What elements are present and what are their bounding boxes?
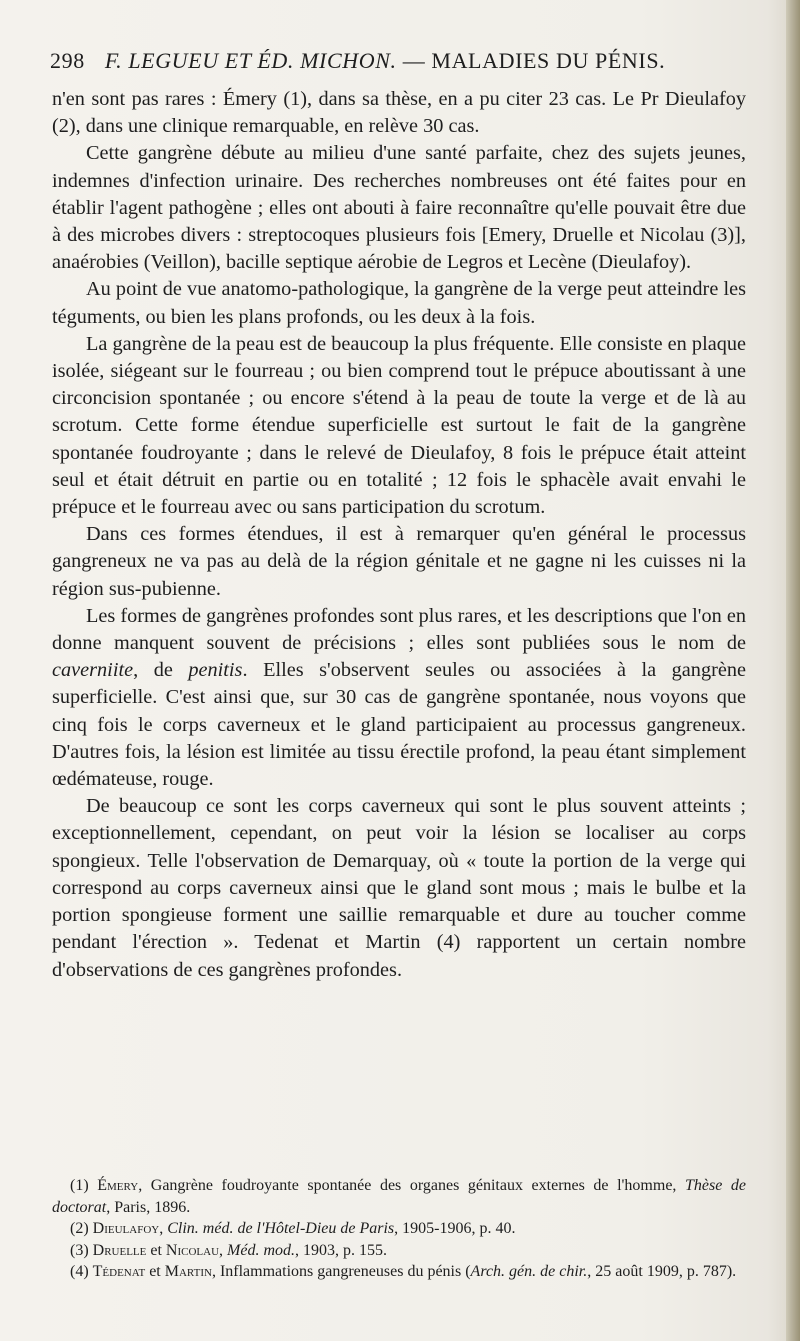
text-run: . Elles s'observent seules ou associées à la gangrène superficielle. C'est ainsi que, sur 30 cas de gangrène spontanée, nous voyons que cinq fois le corps caverneux et le gland participaient au processus gangreneux. D'autres fois, la lésion est limitée au tissu érectile profond, la peau étant simplement œdémateuse, rouge. bbox=[52, 659, 746, 791]
paragraph bbox=[52, 521, 746, 603]
italic-title: Thèse de doctorat bbox=[52, 1177, 747, 1216]
paragraph bbox=[52, 86, 746, 140]
footnote bbox=[52, 1218, 746, 1240]
text-run: , bbox=[219, 1241, 228, 1259]
text-run: , Paris, 1896. bbox=[106, 1198, 191, 1216]
text-run: , de bbox=[133, 659, 189, 682]
text-run: Au point de vue anatomo-pathologique, la gangrène de la verge peut atteindre les téguments, ou bien les plans profonds, ou les deux à la fois. bbox=[52, 278, 746, 328]
text-run: , Gangrène foudroyante spontanée des organes génitaux externes de l'homme, bbox=[138, 1177, 685, 1194]
text-run: (4) bbox=[70, 1263, 93, 1280]
header-separator: — bbox=[402, 48, 426, 73]
author-name: Émery bbox=[97, 1177, 139, 1194]
main-text bbox=[52, 86, 746, 984]
page-edge bbox=[786, 0, 800, 1341]
text-run: La gangrène de la peau est de beaucoup la plus fréquente. Elle consiste en plaque isolée, siégeant sur le fourreau ; ou bien comprend tout le prépuce aboutissant à une circoncision spontanée ; ou encore s'étend à la peau de toute la verge et de là au scrotum. Cette forme étendue superficielle est surtout le fait de la gangrène spontanée foudroyante ; dans le relevé de Dieulafoy, 8 fois le prépuce était atteint seul et était détruit en partie ou en totalité ; 12 fois le sphacèle avait envahi le prépuce et le fourreau avec ou sans participation du scrotum. bbox=[52, 332, 746, 519]
text-run: , 25 août 1909, p. 787). bbox=[587, 1263, 737, 1280]
author-name: Martin bbox=[164, 1263, 212, 1280]
text-run: (2) bbox=[70, 1220, 93, 1237]
footnote bbox=[52, 1261, 746, 1283]
text-run: et bbox=[145, 1263, 165, 1280]
author-name: Dieulafoy bbox=[92, 1220, 160, 1237]
text-run: (1) bbox=[70, 1177, 98, 1194]
author-name: Nicolau bbox=[165, 1241, 220, 1259]
text-run: , 1903, p. 155. bbox=[295, 1241, 388, 1259]
paragraph bbox=[52, 276, 746, 330]
paragraph bbox=[52, 603, 746, 793]
header-authors: F. LEGUEU ET ÉD. MICHON. bbox=[104, 48, 397, 73]
italic-title: Clin. méd. de l'Hôtel-Dieu de Paris bbox=[167, 1220, 395, 1237]
text-run: (3) bbox=[70, 1241, 93, 1259]
paragraph bbox=[52, 140, 746, 276]
text-run: Les formes de gangrènes profondes sont plus rares, et les descriptions que l'on en donne manquent souvent de précisions ; elles sont publiées sous le nom de bbox=[52, 604, 746, 655]
text-run: , Inflammations gangreneuses du pénis ( bbox=[211, 1263, 471, 1280]
footnote bbox=[52, 1175, 746, 1218]
footnotes bbox=[52, 1175, 746, 1283]
text-run: , 1905-1906, p. 40. bbox=[394, 1220, 516, 1237]
text-run: Dans ces formes étendues, il est à remarquer qu'en général le processus gangreneux ne va pas au delà de la région génitale et ne gagne ni les cuisses ni la région sus-pubienne. bbox=[52, 523, 746, 600]
running-header bbox=[50, 48, 740, 74]
italic-term: penitis bbox=[188, 659, 243, 682]
italic-title: Arch. gén. de chir. bbox=[470, 1263, 588, 1280]
header-title: MALADIES DU PÉNIS. bbox=[431, 48, 666, 73]
paragraph bbox=[52, 331, 746, 521]
text-run: Cette gangrène débute au milieu d'une santé parfaite, chez des sujets jeunes, indemnes d'infection urinaire. Des recherches nombreuses ont été faites pour en établir l'agent pathogène ; elles ont abouti à faire reconnaître qu'elle pouvait être due à des microbes divers : streptocoques plusieurs fois [Emery, Druelle et Nicolau (3)], anaérobies (Veillon), bacille septique aérobie de Legros et Lecène (Dieulafoy). bbox=[52, 142, 746, 274]
text-run: n'en sont pas rares : Émery (1), dans sa thèse, en a pu citer 23 cas. Le Pr Dieulafoy (2), dans une clinique remarquable, en relève 30 cas. bbox=[52, 88, 746, 138]
footnote bbox=[52, 1240, 746, 1262]
text-run: et bbox=[146, 1241, 166, 1259]
author-name: Tédenat bbox=[92, 1263, 146, 1280]
italic-term: caverniite bbox=[52, 659, 134, 682]
page-number: 298 bbox=[50, 48, 85, 73]
author-name: Druelle bbox=[92, 1241, 147, 1259]
text-run: De beaucoup ce sont les corps caverneux qui sont le plus souvent atteints ; exceptionnellement, cependant, on peut voir la lésion se localiser au corps spongieux. Telle l'observation de Demarquay, où « toute la portion de la verge qui correspond au corps caverneux ainsi que le gland sont mous ; mais le bulbe et la portion spongieuse forment une saillie remarquable et dure au toucher comme pendant l'érection ». Tedenat et Martin (4) rapportent un certain nombre d'observations de ces gangrènes profondes. bbox=[52, 795, 746, 981]
paragraph bbox=[52, 793, 746, 983]
text-run: , bbox=[159, 1220, 168, 1237]
italic-title: Méd. mod. bbox=[227, 1241, 296, 1259]
